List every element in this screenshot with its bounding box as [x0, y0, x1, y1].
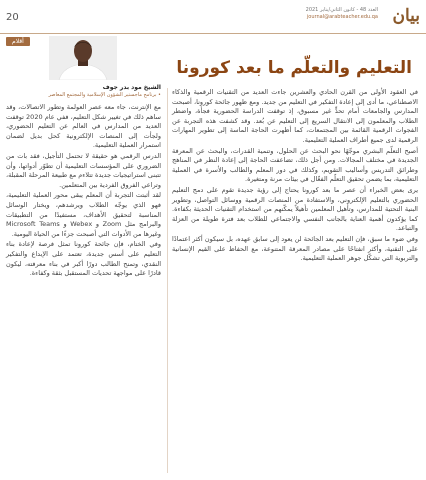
magazine-logo — [384, 6, 420, 30]
contact-email[interactable]: journal@arabteacher.edu.qa — [306, 14, 378, 20]
article-column-left — [6, 103, 161, 280]
page-header — [0, 0, 426, 40]
paragraph: وفي ضوء ما سبق، فإن التعليم بعد الجائحة لن يعود إلى سابق عهده، بل سيكون أكثر اعتمادًا على التقنية، وأكثر انفتاحًا على مصادر المعرفة المتنوعة، مع الحفاظ على القيم الإنسانية والتربوية التي تشكّل جوهر العملية التعليمية. — [172, 234, 418, 263]
section-tag: أقلام — [6, 37, 30, 46]
paragraph: لقد أثبتت التجربة أن المعلم يبقى محور العملية التعليمية، فهو الذي يوجّه الطلاب ويرشدهم، ويختار الوسائل المناسبة لتحقيق الأهداف، مستفيدًا من التطبيقات والبرامج مثل Zoom و Webex و Microsoft Teams وغيرها من الأدوات التي أصبحت جزءًا من الحياة اليومية. — [6, 191, 161, 238]
author-role: • برنامج ماجستير الشؤون الإسلامية والمجتمع المعاصر — [48, 92, 161, 98]
paragraph: يرى بعض الخبراء أن عصر ما بعد كورونا يحتاج إلى رؤية جديدة تقوم على دمج التعليم الحضوري بالتعليم الإلكتروني، والاستفادة من المنصات الرقمية ووسائل التواصل، وتطوير البنية التحتية للمدارس، وتأهيل المعلمين تأهيلاً يمكّنهم من استخدام التقنيات الحديثة بكفاءة. كما يؤكدون أهمية العناية بالجانب النفسي والاجتماعي للطلاب بعد فترة طويلة من العزلة والتباعد. — [172, 185, 418, 233]
logo-text: بيان — [392, 6, 420, 26]
paragraph: الدرس الرقمي هو حقيقة لا تحتمل التأجيل، فقد بات من الضروري على المؤسسات التعليمية أن تطوّر أدواتها، وأن تتبنى استراتيجيات جديدة تتلاءم مع طبيعة المرحلة المقبلة، وتراعي الفروق الفردية بين المتعلمين. — [6, 151, 161, 189]
author-block — [6, 84, 161, 99]
article-title: التعليم والتعلّم ما بعد كورونا — [176, 58, 412, 78]
page-number: 20 — [6, 12, 19, 23]
author-photo — [49, 36, 117, 80]
paragraph: وفي الختام، فإن جائحة كورونا تمثل فرصة لإعادة بناء التعليم على أسس جديدة، تعتمد على الإبداع والتفكير النقدي، وتمنح الطالب دورًا أكبر في بناء معرفته، ليكون قادرًا على مواجهة تحديات المستقبل بثقة وكفاءة. — [6, 240, 161, 278]
issue-line: العدد 48 - كانون الثاني/يناير 2021 — [305, 7, 378, 13]
paragraph: في العقود الأولى من القرن الحادي والعشرين جاءت العديد من التقنيات الرقمية والذكاء الاصطناعي، ما أدى إلى إعادة التفكير في التعليم من جديد. ومع ظهور جائحة كورونا، أصبحت المدارس والجامعات أمام تحدٍّ غير مسبوق، إذ توقفت الدراسة الحضورية فجأة، واضطر الطلاب والمعلمون إلى الانتقال السريع إلى التعليم عن بُعد. وقد كشفت هذه التجربة عن الفجوات الرقمية القائمة بين المجتمعات، كما أظهرت الحاجة الماسة إلى تطوير المهارات الرقمية لدى جميع أطراف العملية التعليمية. — [172, 88, 418, 144]
author-name: الشيخ مود بدر جوف — [102, 84, 161, 91]
header-divider — [0, 33, 426, 34]
column-divider — [167, 88, 168, 473]
paragraph: مع الإنترنت، جاء معه عصر العولمة وتطور الاتصالات، وقد ساهم ذلك في تغيير شكل التعليم، ففي عام 2020 توقفت العديد من المدارس في العالم عن التعليم الحضوري، ولجأت إلى المنصات الإلكترونية كحل بديل لضمان استمرار العملية التعليمية. — [6, 103, 161, 150]
paragraph: أصبح التعلّم البشري موجّهًا نحو البحث عن الحلول، وتنمية القدرات، والبحث عن المعرفة الجديدة في مختلف المجالات. ومن أجل ذلك، تضاعفت الحاجة إلى إعادة النظر في المناهج وطرائق التدريس وأساليب التقويم، وكذلك في دور المعلم والطالب والأسرة في العملية التعليمية، بما يضمن تحقيق التعلّم الفعّال في بيئات مرنة ومتغيرة. — [172, 146, 418, 184]
article-column-right — [172, 88, 418, 265]
author-portrait-icon — [49, 36, 117, 80]
